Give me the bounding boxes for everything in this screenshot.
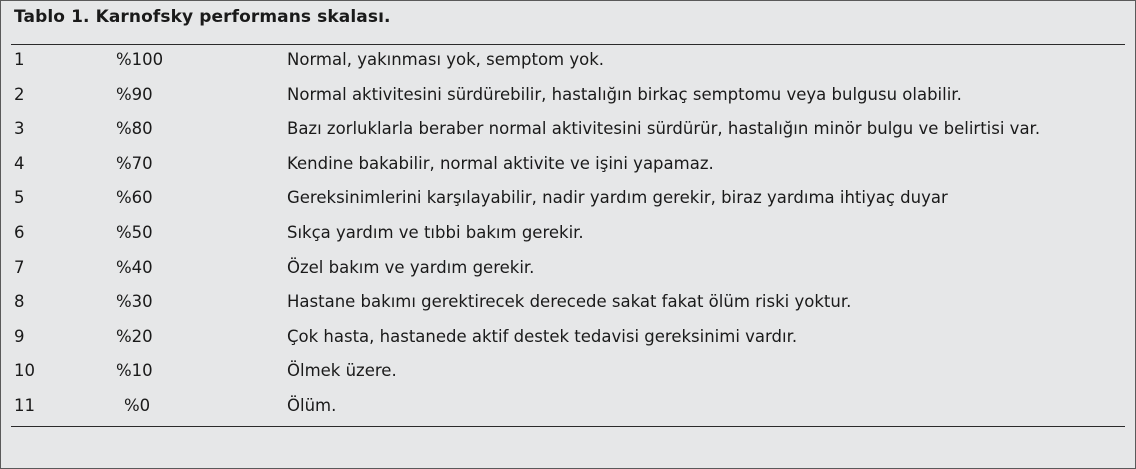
row-description: Normal, yakınması yok, semptom yok. [287, 50, 605, 69]
row-score: %70 [116, 153, 153, 173]
table-row [1, 45, 1135, 80]
row-number: 9 [14, 326, 25, 346]
table-row [1, 391, 1135, 426]
table-body [1, 45, 1135, 426]
row-description: Özel bakım ve yardım gerekir. [287, 257, 535, 277]
row-description: Normal aktivitesini sürdürebilir, hastalığın birkaç semptomu veya bulgusu olabilir. [287, 84, 962, 104]
row-score: %0 [124, 395, 151, 415]
row-number: 1 [14, 50, 25, 69]
row-number: 11 [14, 395, 35, 415]
row-number: 5 [14, 188, 25, 208]
table-row [1, 287, 1135, 322]
row-description: Ölmek üzere. [287, 361, 397, 381]
row-description: Hastane bakımı gerektirecek derecede sakat fakat ölüm riski yoktur. [287, 292, 852, 312]
row-description: Gereksinimlerini karşılayabilir, nadir yardım gerekir, biraz yardıma ihtiyaç duyar [287, 188, 948, 208]
row-description: Bazı zorluklarla beraber normal aktivitesini sürdürür, hastalığın minör bulgu ve belirtisi var. [287, 119, 1041, 139]
row-number: 3 [14, 119, 25, 139]
row-description: Ölüm. [287, 395, 337, 415]
row-description: Çok hasta, hastanede aktif destek tedavisi gereksinimi vardır. [287, 326, 798, 346]
row-score: %60 [116, 188, 153, 208]
row-score: %40 [116, 257, 153, 277]
table-row [1, 322, 1135, 357]
table-row [1, 356, 1135, 391]
row-score: %50 [116, 222, 153, 242]
table-row [1, 80, 1135, 115]
row-number: 7 [14, 257, 25, 277]
row-number: 6 [14, 222, 25, 242]
row-score: %80 [116, 119, 153, 139]
table-bottom-rule [11, 426, 1125, 427]
row-description: Sıkça yardım ve tıbbi bakım gerekir. [287, 222, 584, 242]
table-row [1, 149, 1135, 184]
table-row [1, 253, 1135, 288]
row-score: %10 [116, 361, 153, 381]
row-score: %100 [116, 50, 164, 69]
row-number: 4 [14, 153, 25, 173]
table-row [1, 183, 1135, 218]
row-number: 8 [14, 292, 25, 312]
row-number: 10 [14, 361, 35, 381]
row-number: 2 [14, 84, 25, 104]
table-caption: Tablo 1. Karnofsky performans skalası. [14, 7, 391, 27]
row-score: %90 [116, 84, 153, 104]
table-row [1, 114, 1135, 149]
row-score: %20 [116, 326, 153, 346]
row-score: %30 [116, 292, 153, 312]
table-row [1, 218, 1135, 253]
row-description: Kendine bakabilir, normal aktivite ve işini yapamaz. [287, 153, 714, 173]
